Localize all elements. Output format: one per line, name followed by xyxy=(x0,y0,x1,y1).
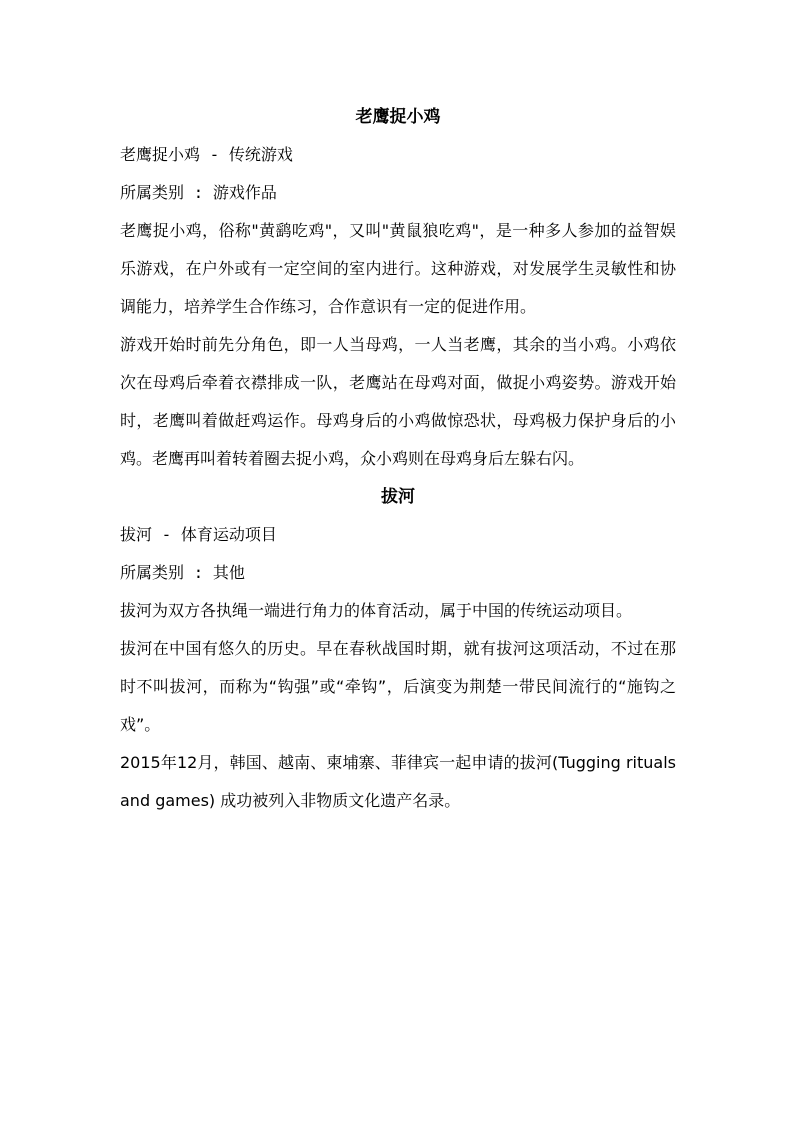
section-category: 所属类别 : 其他 xyxy=(120,563,245,582)
section-title: 老鹰捉小鸡 xyxy=(355,107,441,127)
section-subtitle: 拔河 - 体育运动项目 xyxy=(120,525,277,544)
section-category: 所属类别 : 游戏作品 xyxy=(120,183,277,202)
document-body xyxy=(120,98,676,820)
paragraph: 拔河为双方各执绳一端进行角力的体育活动，属于中国的传统运动项目。 xyxy=(120,601,633,620)
section-eagle-catch-chicks xyxy=(120,98,676,478)
section-subtitle: 老鹰捉小鸡 - 传统游戏 xyxy=(120,145,293,164)
paragraph: 2015年12月，韩国、越南、柬埔寨、菲律宾一起申请的拔河(Tugging rituals and games) 成功被列入非物质文化遗产名录。 xyxy=(120,753,676,810)
paragraph: 拔河在中国有悠久的历史。早在春秋战国时期，就有拔河这项活动，不过在那时不叫拔河，而称为“钩强”或“牵钩”，后演变为荆楚一带民间流行的“施钩之戏”。 xyxy=(120,639,676,734)
section-title: 拔河 xyxy=(381,487,415,507)
paragraph: 老鹰捉小鸡，俗称"黄鹞吃鸡"，又叫"黄鼠狼吃鸡"，是一种多人参加的益智娱乐游戏，在户外或有一定空间的室内进行。这种游戏，对发展学生灵敏性和协调能力，培养学生合作练习，合作意识有一定的促进作用。 xyxy=(120,221,676,316)
section-tug-of-war xyxy=(120,478,676,820)
paragraph: 游戏开始时前先分角色，即一人当母鸡，一人当老鹰，其余的当小鸡。小鸡依次在母鸡后牵着衣襟排成一队，老鹰站在母鸡对面，做捉小鸡姿势。游戏开始时，老鹰叫着做赶鸡运作。母鸡身后的小鸡做惊恐状，母鸡极力保护身后的小鸡。老鹰再叫着转着圈去捉小鸡，众小鸡则在母鸡身后左躲右闪。 xyxy=(120,335,676,468)
